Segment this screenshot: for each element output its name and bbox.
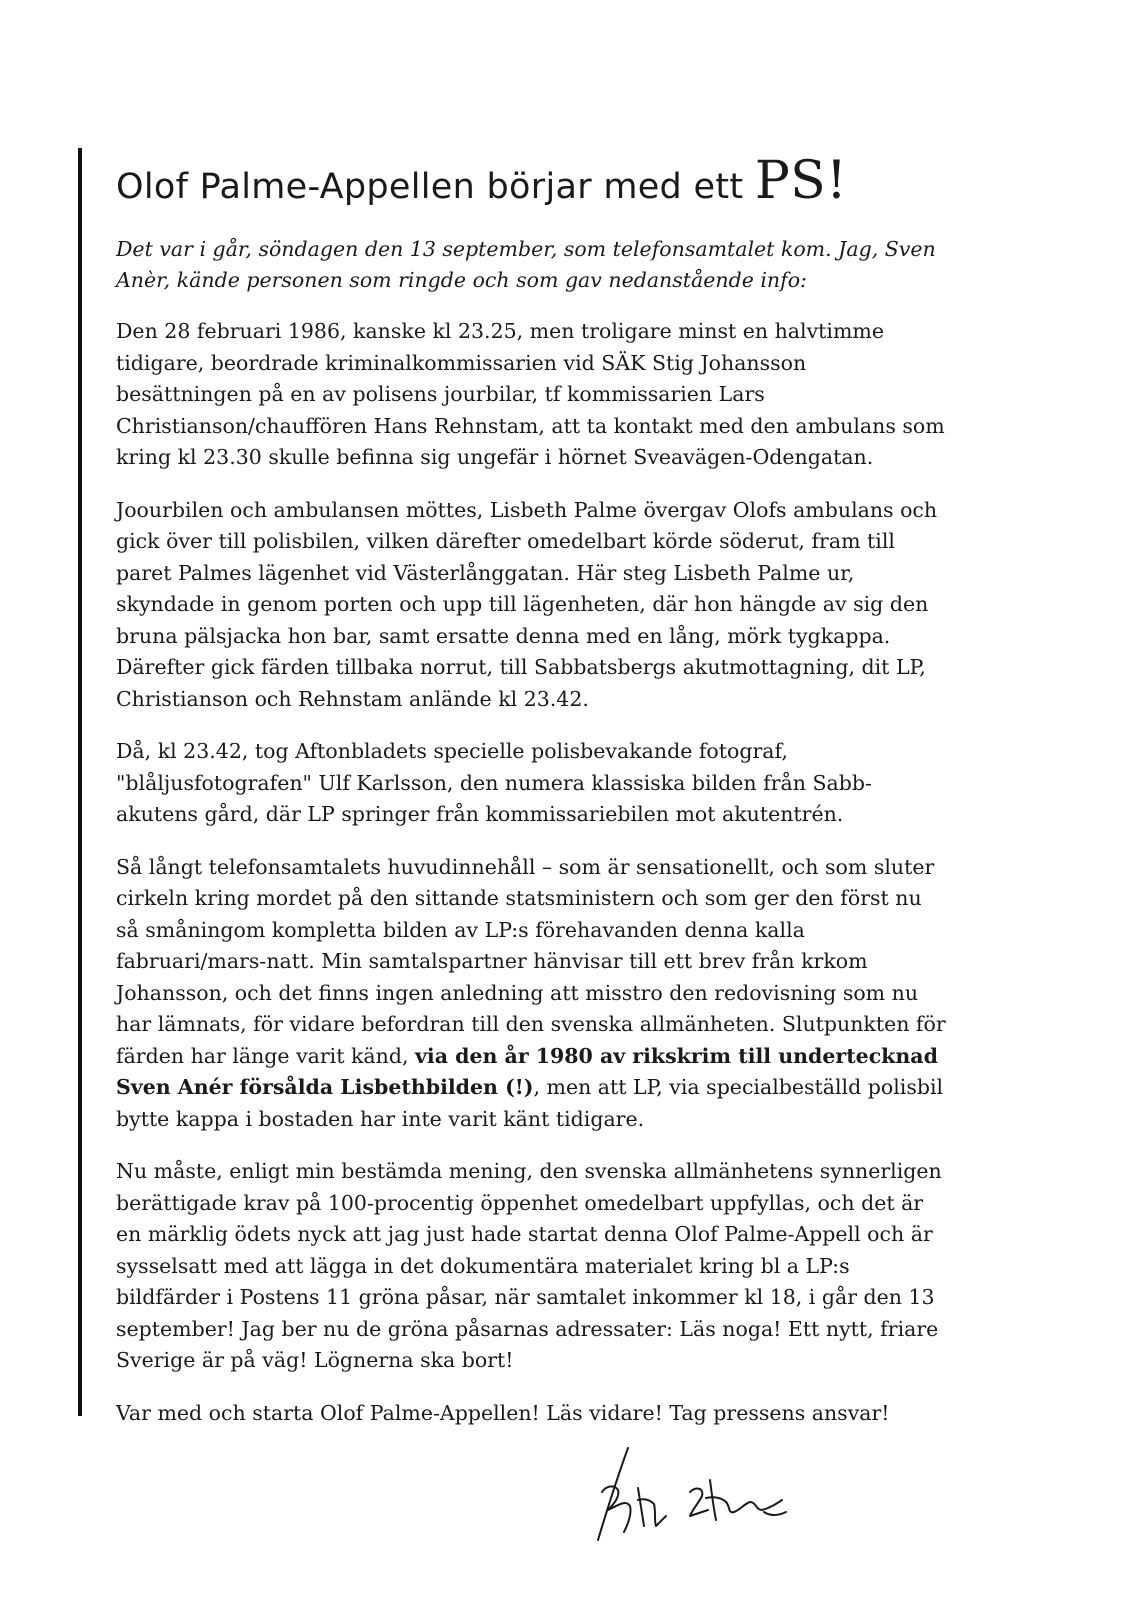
margin-bar [78,148,82,1416]
paragraph-5: Nu måste, enligt min bestämda mening, den svenska allmänhetens synnerligen berättigade krav på 100-procentig öppenhet omedelbart uppfyllas, och det är en märklig ödets nyck att jag just hade startat denna Olof Palme-Appell och är sysselsatt med att lägga in det dokumentära materialet kring bl a LP:s bildfärder i Postens 11 gröna påsar, när samtalet inkommer kl 18, i går den 13 september! Jag ber nu de gröna påsarnas adressater: Läs noga! Ett nytt, friare Sverige är på väg! Lögnerna ska bort! [116,1159,942,1373]
paragraph-1: Den 28 februari 1986, kanske kl 23.25, men troligare minst en halvtimme tidigare, beordrade kriminalkommissarien vid SÄK Stig Johansson besättningen på en av polisens jourbilar, tf kommissarien Lars Christianson/chauffören Hans Rehnstam, att ta kontakt med den ambulans som kring kl 23.30 skulle befinna sig ungefär i hörnet Sveavägen-Odengatan. [116,319,945,470]
signature-icon [580,1440,810,1550]
paragraph-4-part-1: Så långt telefonsamtalets huvudinnehåll – som är sensationellt, och som sluter cirkeln kring mordet på den sittande statsministern och som ger den först nu så småningom kompletta bilden av LP:s förehavanden denna kalla fabruari/mars-natt. Min samtalspartner hänvisar till ett brev från krkom Johansson, och det finns ingen anledning att misstro den redovisning som nu har lämnats, för vidare befordran till den svenska allmänheten. Slutpunkten för färden har länge varit känd, [116,854,946,1068]
paragraph-4-bold: via den år 1980 av rikskrim till undertecknad Sven Anér försålda Lisbethbilden (!) [116,1043,938,1100]
document-body [116,150,946,1450]
intro-paragraph: Det var i går, söndagen den 13 september, som telefonsamtalet kom. Jag, Sven Anèr, kände personen som ringde och som gav nedanstående info: [116,237,936,293]
paragraph-4-part-2: , men att LP, via specialbeställd polisbil bytte kappa i bostaden har inte varit känt tidigare. [116,1075,944,1131]
page-title [116,150,946,212]
paragraph-3: Då, kl 23.42, tog Aftonbladets specielle polisbevakande fotograf, "blåljusfotografen" Ulf Karlsson, den numera klassiska bilden från Sabb-akutens gård, där LP springer från kommissariebilen mot akutentrén. [116,739,872,827]
title-ps: PS! [754,151,848,211]
paragraph-6: Var med och starta Olof Palme-Appellen! Läs vidare! Tag pressens ansvar! [116,1400,890,1425]
paragraph-2: Joourbilen och ambulansen möttes, Lisbeth Palme övergav Olofs ambulans och gick över till polisbilen, vilken därefter omedelbart körde söderut, fram till paret Palmes lägenhet vid Västerlånggatan. Här steg Lisbeth Palme ur, skyndade in genom porten och upp till lägenheten, där hon hängde av sig den bruna pälsjacka hon bar, samt ersatte denna med en lång, mörk tygkappa. Därefter gick färden tillbaka norrut, till Sabbatsbergs akutmottagning, dit LP, Christianson och Rehnstam anlände kl 23.42. [116,497,938,711]
paragraph-4 [116,852,946,1136]
title-main: Olof Palme-Appellen börjar med ett [116,167,755,207]
